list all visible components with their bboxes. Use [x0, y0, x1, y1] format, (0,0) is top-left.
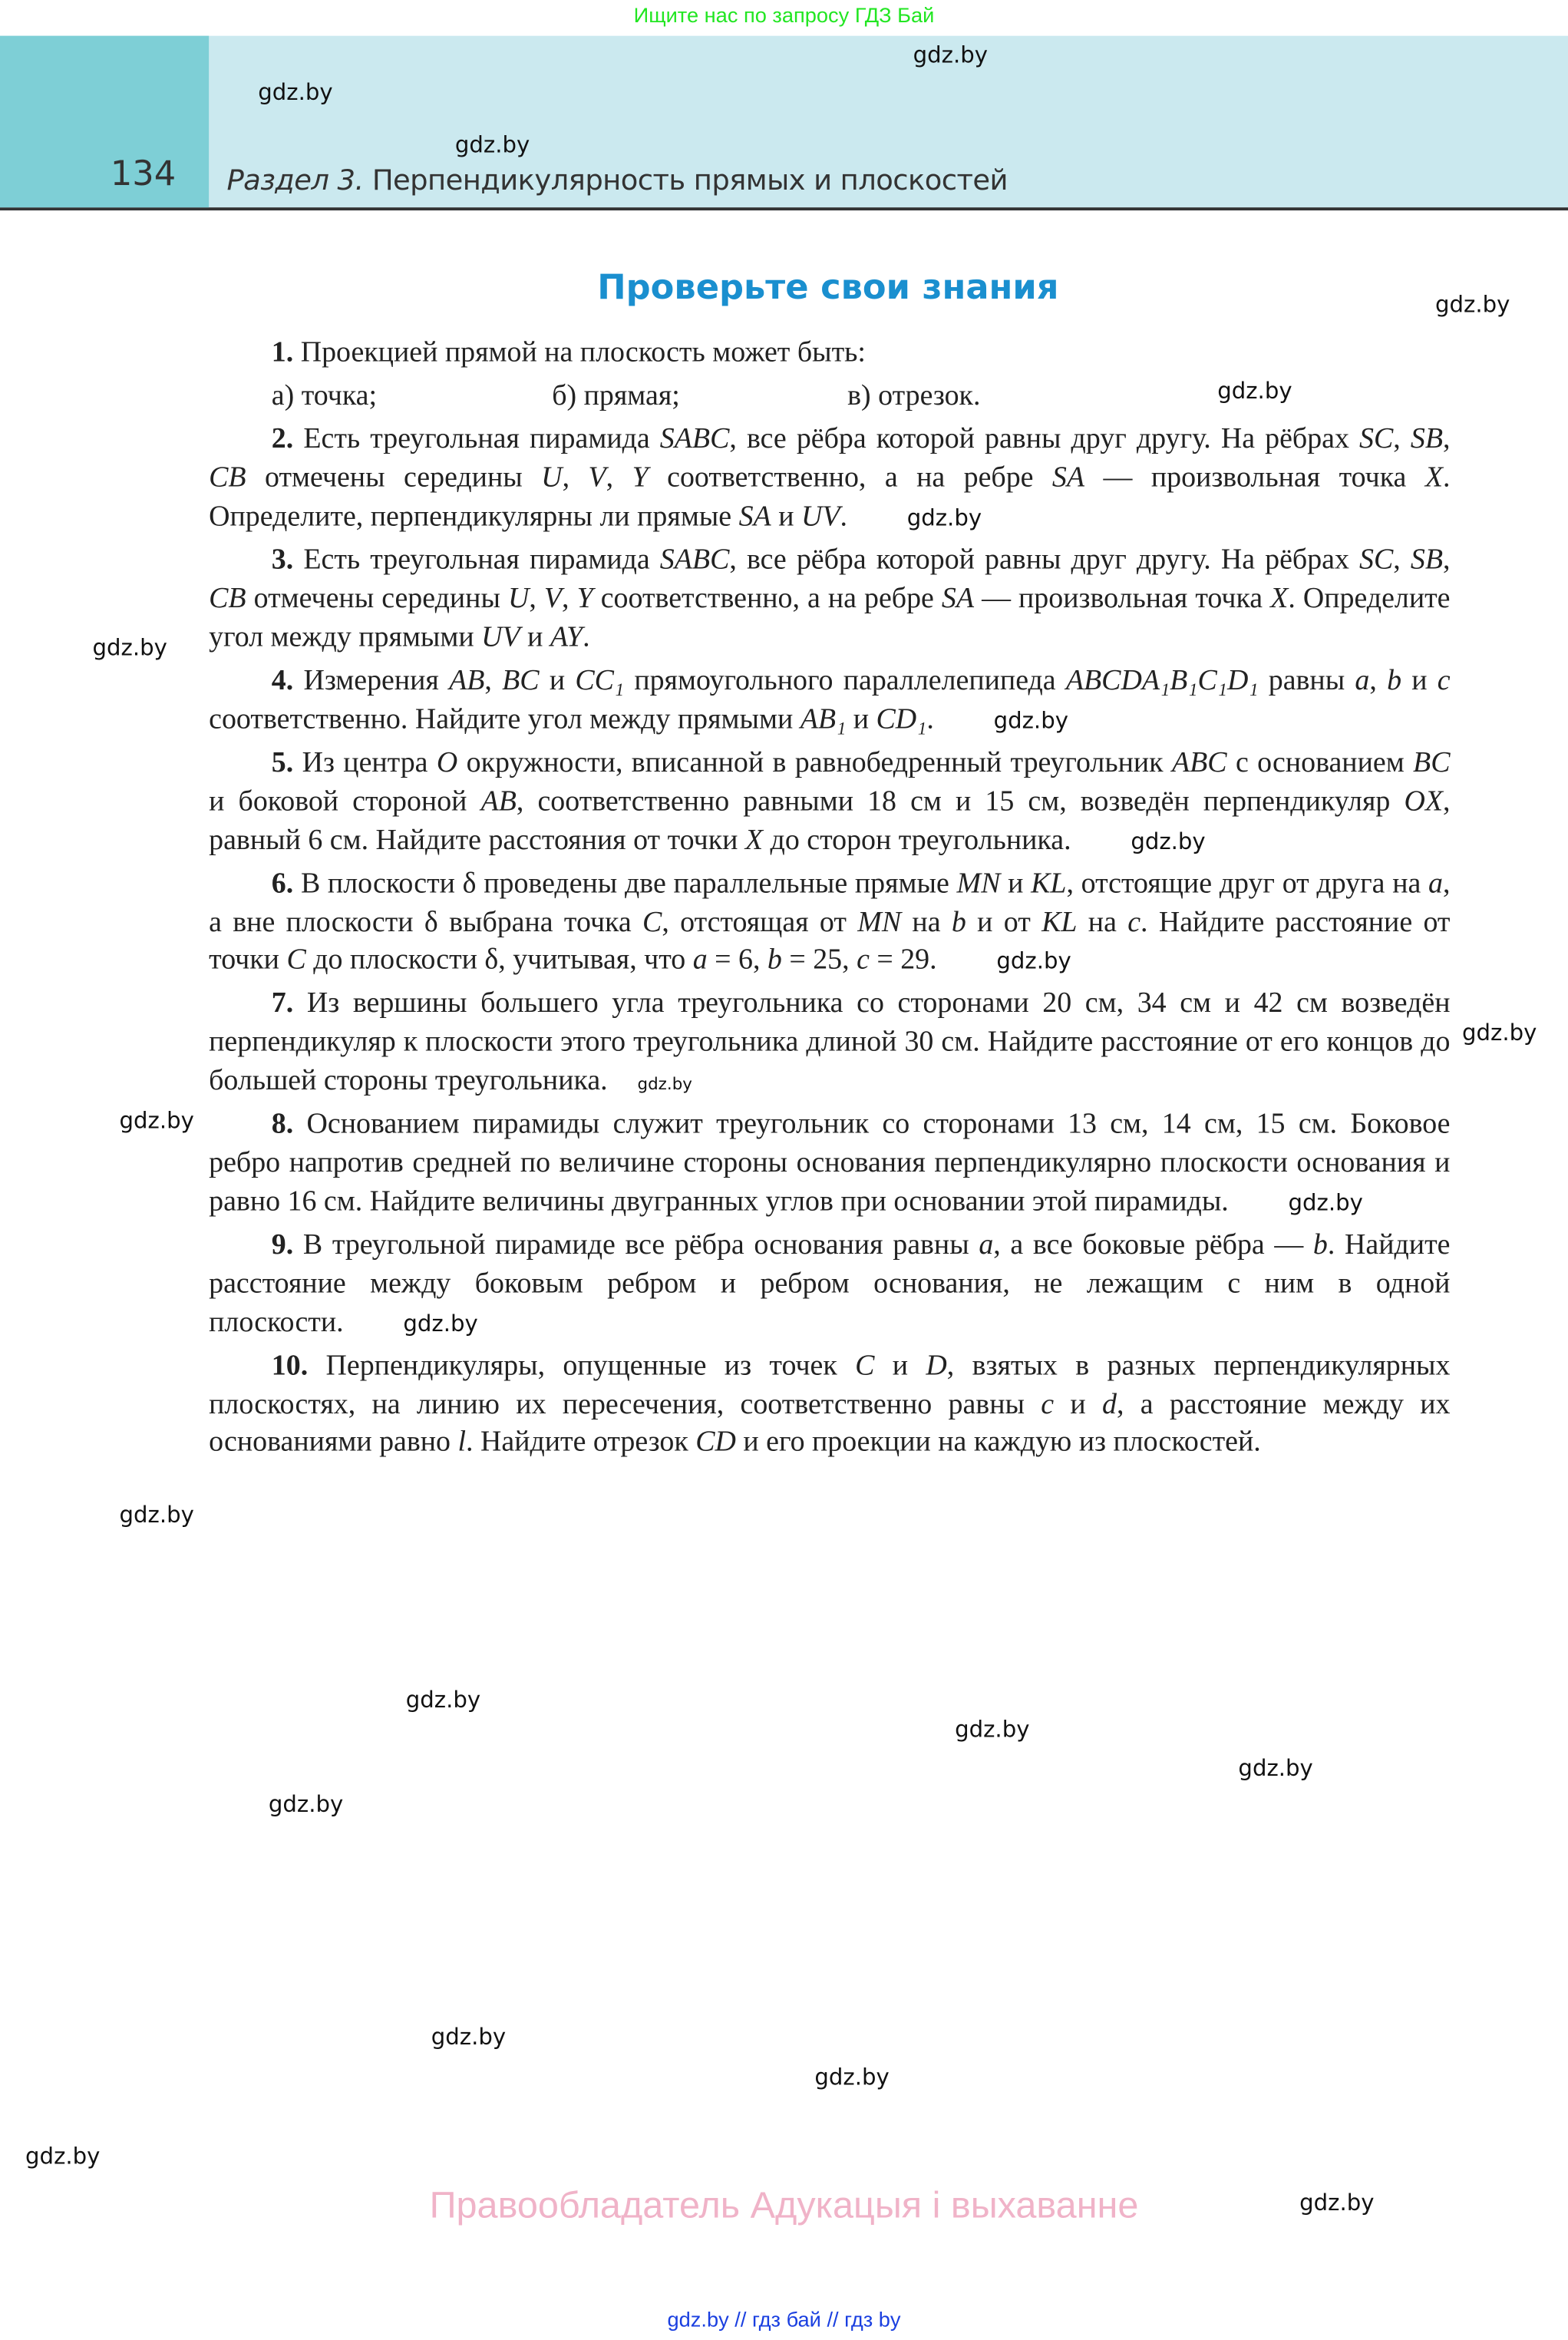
watermark: gdz.by: [913, 41, 989, 69]
problem-text: Перпендикуляры, опущенные из точек C и D, взятых в разных перпендикулярных плоскостях, на линию их пересечения, соответственно равны c и d, а расстояние между их основаниями равно l. Найдите отрезок CD и его проекции на каждую из плоскостей.: [209, 1350, 1451, 1459]
problem-number: 3.: [271, 544, 294, 577]
problem-number: 1.: [271, 337, 294, 369]
problem-number: 6.: [271, 868, 294, 900]
watermark: gdz.by: [405, 1686, 481, 1714]
problem-number: 8.: [271, 1109, 294, 1141]
watermark: gdz.by: [814, 2064, 890, 2091]
watermark: gdz.by: [119, 1107, 194, 1135]
watermark: gdz.by: [637, 1074, 692, 1095]
problem-list: [209, 334, 1450, 1468]
watermark: gdz.by: [403, 1310, 478, 1337]
watermark: gdz.by: [1217, 378, 1292, 405]
problem-text: В треугольной пирамиде все рёбра основания равны a, а все боковые рёбра — b. Найдите расстояние между боковым ребром и ребром основания, не лежащим с ним в одной плоскости.: [209, 1229, 1451, 1338]
section-label: Раздел 3.: [226, 164, 364, 197]
problem-3: [209, 542, 1450, 657]
watermark: gdz.by: [906, 504, 982, 531]
option-b: б) прямая;: [552, 381, 680, 412]
page-header: [0, 36, 1568, 210]
problem-6: [209, 865, 1450, 980]
answer-options: [209, 378, 1450, 416]
watermark: gdz.by: [993, 706, 1068, 734]
footer-links[interactable]: gdz.by // гдз бай // гдз by: [667, 2307, 901, 2332]
page-number-text: 134: [110, 155, 177, 194]
watermark: gdz.by: [431, 2023, 507, 2051]
watermark: gdz.by: [25, 2143, 101, 2170]
watermark: gdz.by: [1435, 291, 1510, 319]
problem-number: 4.: [271, 665, 294, 697]
problem-number: 7.: [271, 988, 294, 1020]
problem-1: [209, 334, 1450, 372]
problem-number: 2.: [271, 424, 294, 456]
problem-text: Из центра O окружности, вписанной в равнобедренный треугольник ABC с основанием BC и боковой стороной AB, соответственно равными 18 см и 15 см, возведён перпендикуляр OX, равный 6 см. Найдите расстояния от точки X до сторон треугольника.: [209, 747, 1451, 856]
problem-number: 5.: [271, 747, 294, 779]
problem-text: Из вершины большего угла треугольника со сторонами 20 см, 34 см и 42 см возведён перпендикуляр к плоскости этого треугольника длиной 30 см. Найдите расстояние от его концов до большей стороны треугольника.: [209, 988, 1451, 1097]
problem-4: [209, 663, 1450, 739]
watermark: gdz.by: [268, 1790, 344, 1818]
problem-8: [209, 1106, 1450, 1221]
problem-10: [209, 1347, 1450, 1462]
watermark: gdz.by: [454, 131, 530, 159]
watermark: gdz.by: [1299, 2189, 1375, 2216]
watermark: gdz.by: [1462, 1019, 1537, 1046]
problem-2: [209, 421, 1450, 537]
problem-text: Основанием пирамиды служит треугольник со сторонами 13 см, 14 см, 15 см. Боковое ребро напротив средней по величине стороны основания перпендикулярно плоскости основания и равно 16 см. Найдите величины двугранных углов при основании этой пирамиды.: [209, 1109, 1451, 1218]
problem-number: 9.: [271, 1229, 294, 1261]
option-c: в) отрезок.: [847, 381, 981, 412]
problem-text: Измерения AB, BC и CC₁ прямоугольного параллелепипеда ABCDA₁B₁C₁D₁ равны a, b и c соответственно. Найдите угол между прямыми AB₁ и CD₁.: [209, 665, 1451, 735]
problem-9: [209, 1227, 1450, 1342]
watermark: gdz.by: [1238, 1755, 1313, 1783]
section-title-text: Перпендикулярность прямых и плоскостей: [371, 164, 1008, 197]
problem-number: 10.: [271, 1350, 309, 1382]
page-heading: Проверьте свои знания: [597, 268, 1059, 308]
watermark: gdz.by: [258, 79, 333, 107]
option-a: а) точка;: [271, 381, 378, 412]
problem-7: [209, 986, 1450, 1101]
watermark: gdz.by: [1288, 1189, 1363, 1217]
copyright-notice: Правообладатель Адукацыя і выхаванне: [429, 2184, 1139, 2227]
section-title: [226, 164, 1008, 197]
problem-text: Проекцией прямой на плоскость может быть:: [300, 337, 866, 369]
watermark: gdz.by: [119, 1501, 194, 1529]
watermark: gdz.by: [1131, 827, 1206, 854]
watermark: gdz.by: [955, 1716, 1030, 1743]
top-banner[interactable]: Ищите нас по запросу ГДЗ Бай: [633, 2, 935, 27]
page-number-block: [0, 36, 209, 208]
problem-text: Есть треугольная пирамида SABC, все рёбра которой равны друг другу. На рёбрах SC, SB, CB отмечены середины U, V, Y соответственно, а на ребре SA — произвольная точка X. Определите, перпендикулярны ли прямые SA и UV.: [209, 424, 1451, 533]
watermark: gdz.by: [996, 947, 1071, 975]
problem-text: Есть треугольная пирамида SABC, все рёбра которой равны друг другу. На рёбрах SC, SB, CB отмечены середины U, V, Y соответственно, а на ребре SA — произвольная точка X. Определите угол между прямыми UV и AY.: [209, 544, 1451, 653]
problem-5: [209, 745, 1450, 860]
watermark: gdz.by: [92, 634, 167, 662]
problem-text: В плоскости δ проведены две параллельные прямые MN и KL, отстоящие друг от друга на a, а вне плоскости δ выбрана точка C, отстоящая от MN на b и от KL на c. Найдите расстояние от точки C до плоскости δ, учитывая, что a = 6, b = 25, c = 29.: [209, 868, 1451, 977]
